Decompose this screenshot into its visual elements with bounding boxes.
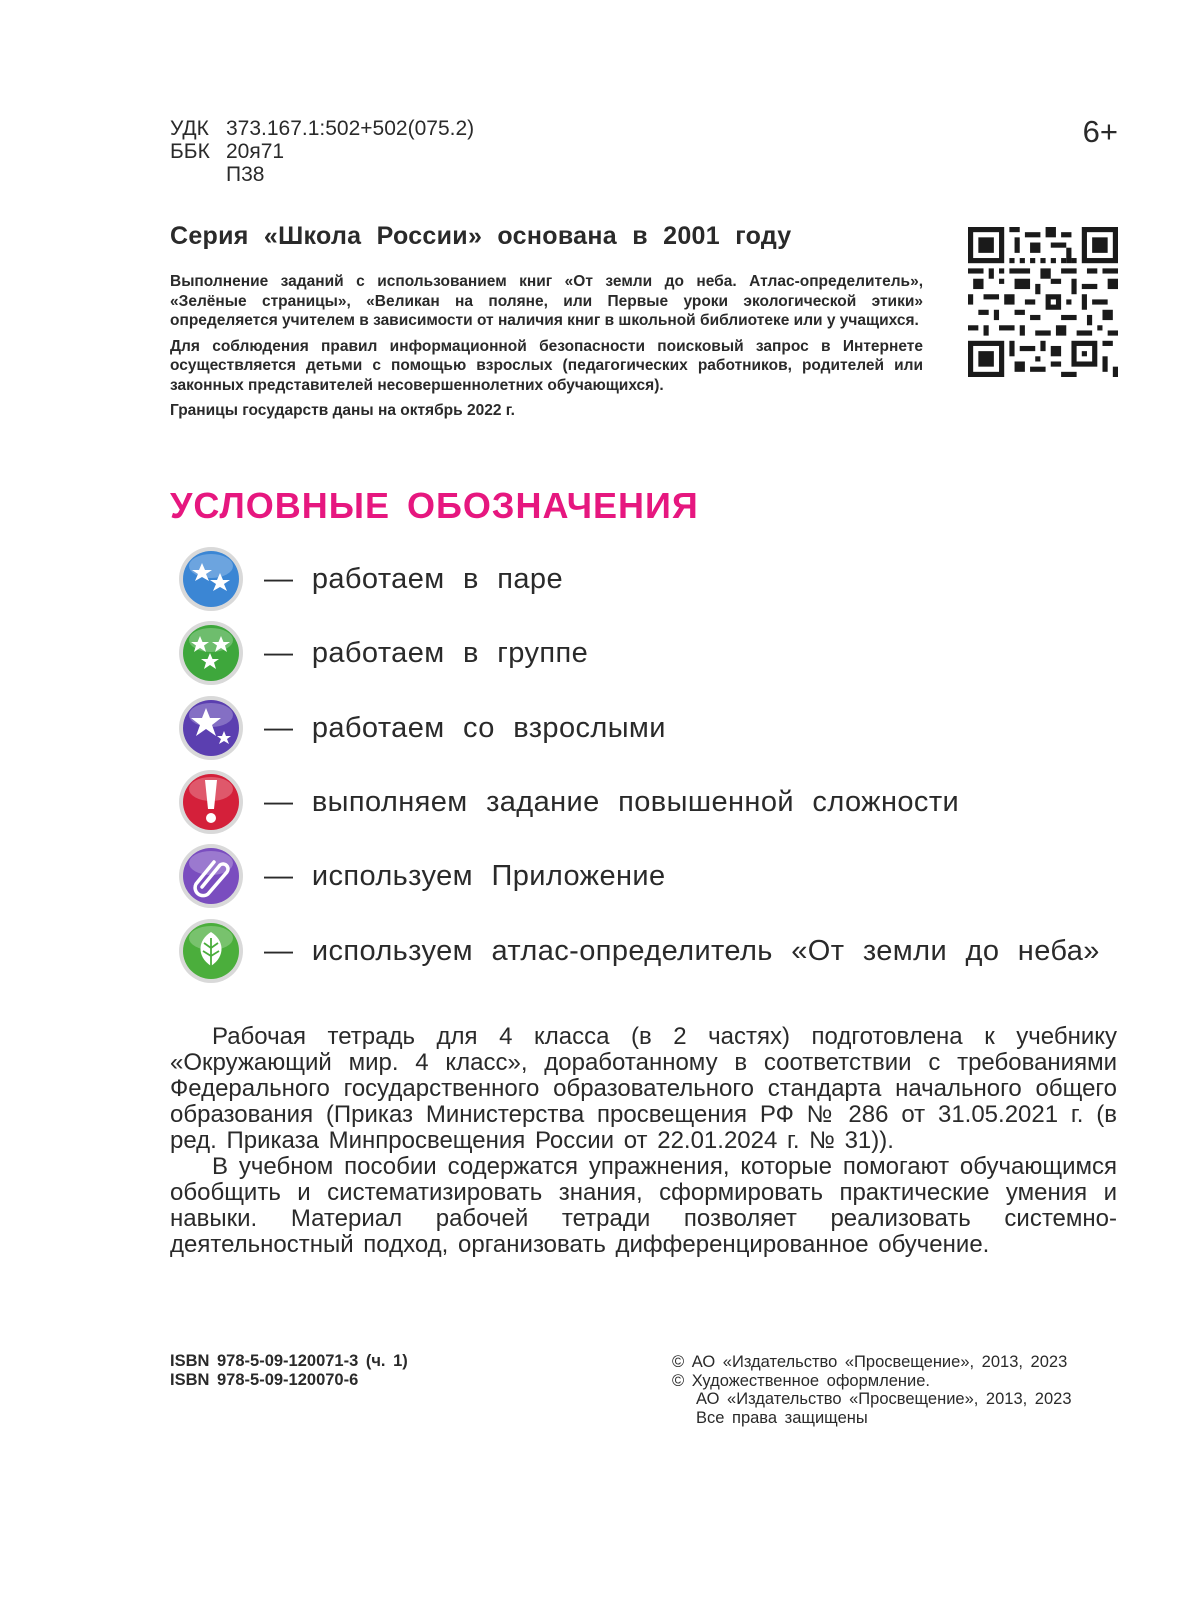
- isbn-set: ISBN 978-5-09-120070-6: [170, 1371, 359, 1389]
- body-text: [170, 1024, 1117, 1258]
- udk-value: 373.167.1:502+502(075.2): [226, 117, 475, 140]
- three-stars-icon: [178, 620, 244, 686]
- exclamation-icon: [178, 769, 244, 835]
- legend-item-adult-work: [178, 695, 666, 761]
- legend-item-atlas: [178, 918, 1100, 984]
- note-borders: Границы государств даны на октябрь 2022 г.: [170, 402, 515, 419]
- note-atlas: Выполнение заданий с использованием книг «От земли до неба. Атлас-определитель», «Зелёные страницы», «Великан на поляне, или Первые уроки экологической этики» определяется учителем в зависимости от наличия книг в школьной библиотеке или у учащихся.: [170, 273, 923, 329]
- two-stars-icon: [178, 546, 244, 612]
- leaf-icon: [178, 918, 244, 984]
- isbn-block: [170, 1352, 408, 1390]
- copyright-block: [672, 1353, 1072, 1427]
- legend-label: — используем Приложение: [264, 859, 666, 892]
- copyright-line: © Художественное оформление.: [672, 1371, 930, 1390]
- bbk-value: 20я71: [226, 140, 285, 163]
- series-line: Серия «Школа России» основана в 2001 году: [170, 222, 792, 250]
- bbk-label: ББК: [170, 140, 210, 163]
- copyright-line: АО «Издательство «Просвещение», 2013, 2023: [696, 1390, 1072, 1408]
- legend-label: — работаем в группе: [264, 636, 589, 669]
- note-internet-safety: Для соблюдения правил информационной безопасности поисковый запрос в Интернете осуществляется детьми с помощью взрослых (педагогических работников, родителей или законных представителей несовершеннолетних обучающихся).: [170, 337, 923, 394]
- legend-title: УСЛОВНЫЕ ОБОЗНАЧЕНИЯ: [170, 485, 699, 526]
- qr-code: [968, 227, 1118, 377]
- body-paragraph-1: Рабочая тетрадь для 4 класса (в 2 частях) подготовлена к учебнику «Окружающий мир. 4 класс», доработанному в соответствии с требованиями Федерального государственного образовательного стандарта начального общего образования (Приказ Министерства просвещения РФ № 286 от 31.05.2021 г. (в ред. Приказа Минпросвещения России от 22.01.2024 г. № 31)).: [170, 1023, 1117, 1154]
- legend-item-pair-work: [178, 546, 563, 612]
- age-rating: 6+: [1082, 114, 1118, 149]
- author-mark: П38: [226, 163, 265, 186]
- body-paragraph-2: В учебном пособии содержатся упражнения, которые помогают обучающимся обобщить и систематизировать знания, сформировать практические умения и навыки. Материал рабочей тетради позволяет реализовать системно-деятельностный подход, организовать дифференцированное обучение.: [170, 1153, 1117, 1258]
- classification-codes: [170, 117, 474, 186]
- legend-label: — выполняем задание повышенной сложности: [264, 785, 960, 818]
- legend-item-hard-task: [178, 769, 959, 835]
- legend-label: — используем атлас-определитель «От земли до неба»: [264, 934, 1100, 967]
- udk-label: УДК: [170, 117, 209, 140]
- isbn-part-1: ISBN 978-5-09-120071-3 (ч. 1): [170, 1352, 408, 1370]
- legend-label: — работаем со взрослыми: [264, 711, 666, 744]
- copyright-line: Все права защищены: [696, 1408, 868, 1427]
- paperclip-icon: [178, 843, 244, 909]
- usage-notes: [170, 272, 923, 427]
- legend-item-appendix: [178, 843, 666, 909]
- copyright-line: © АО «Издательство «Просвещение», 2013, 2023: [672, 1353, 1068, 1371]
- legend-label: — работаем в паре: [264, 562, 563, 595]
- big-small-star-icon: [178, 695, 244, 761]
- legend-item-group-work: [178, 620, 588, 686]
